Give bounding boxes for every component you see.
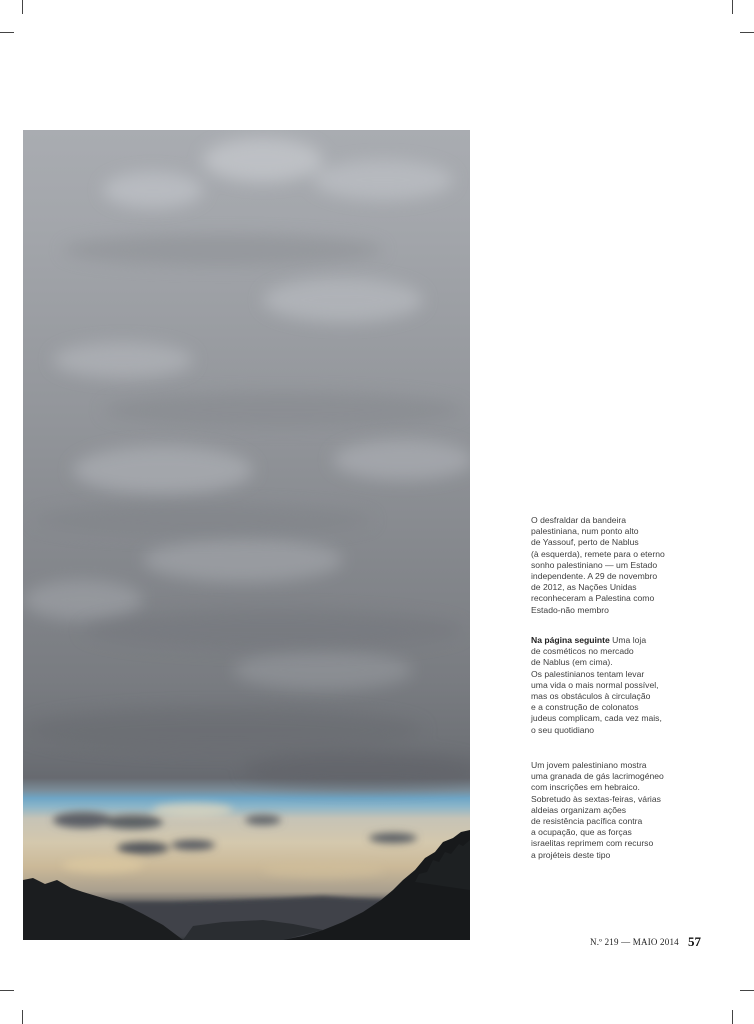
sky-landscape-image — [23, 130, 470, 940]
crop-mark — [0, 990, 14, 991]
photo-caption-grenade: Um jovem palestiniano mostra uma granada de gás lacrimogéneo com inscrições em hebraico. Sobretudo às sextas-feiras, várias aldeias organizam ações de resistência pacífica contra a ocupação, que as forças israelitas reprimem com recurso a projéteis deste tipo — [531, 760, 664, 860]
crop-mark — [740, 990, 754, 991]
crop-mark — [0, 32, 14, 33]
photo-caption-flag: O desfraldar da bandeira palestiniana, num ponto alto de Yassouf, perto de Nablus (à esquerda), remete para o eterno sonho palestiniano — um Estado independente. A 29 de novembro de 2012, as Nações Unidas reconheceram a Palestina como Estado-não membro — [531, 515, 665, 615]
crop-mark — [22, 1010, 23, 1024]
sky-photo — [23, 130, 470, 940]
photo-caption-next-page — [531, 635, 681, 736]
caption-body: Uma loja de cosméticos no mercado de Nablus (em cima). Os palestinianos tentam levar uma vida o mais normal possível, mas os obstáculos à circulação e a construção de colonatos judeus complicam, cada vez mais, o seu quotidiano — [531, 635, 662, 735]
crop-mark — [732, 1010, 733, 1024]
crop-mark — [732, 0, 733, 14]
caption-lead-in: Na página seguinte — [531, 635, 610, 645]
crop-mark — [740, 32, 754, 33]
page-number: 57 — [688, 934, 701, 949]
issue-folio: N.º 219 — MAIO 2014 — [590, 937, 679, 947]
crop-mark — [22, 0, 23, 14]
